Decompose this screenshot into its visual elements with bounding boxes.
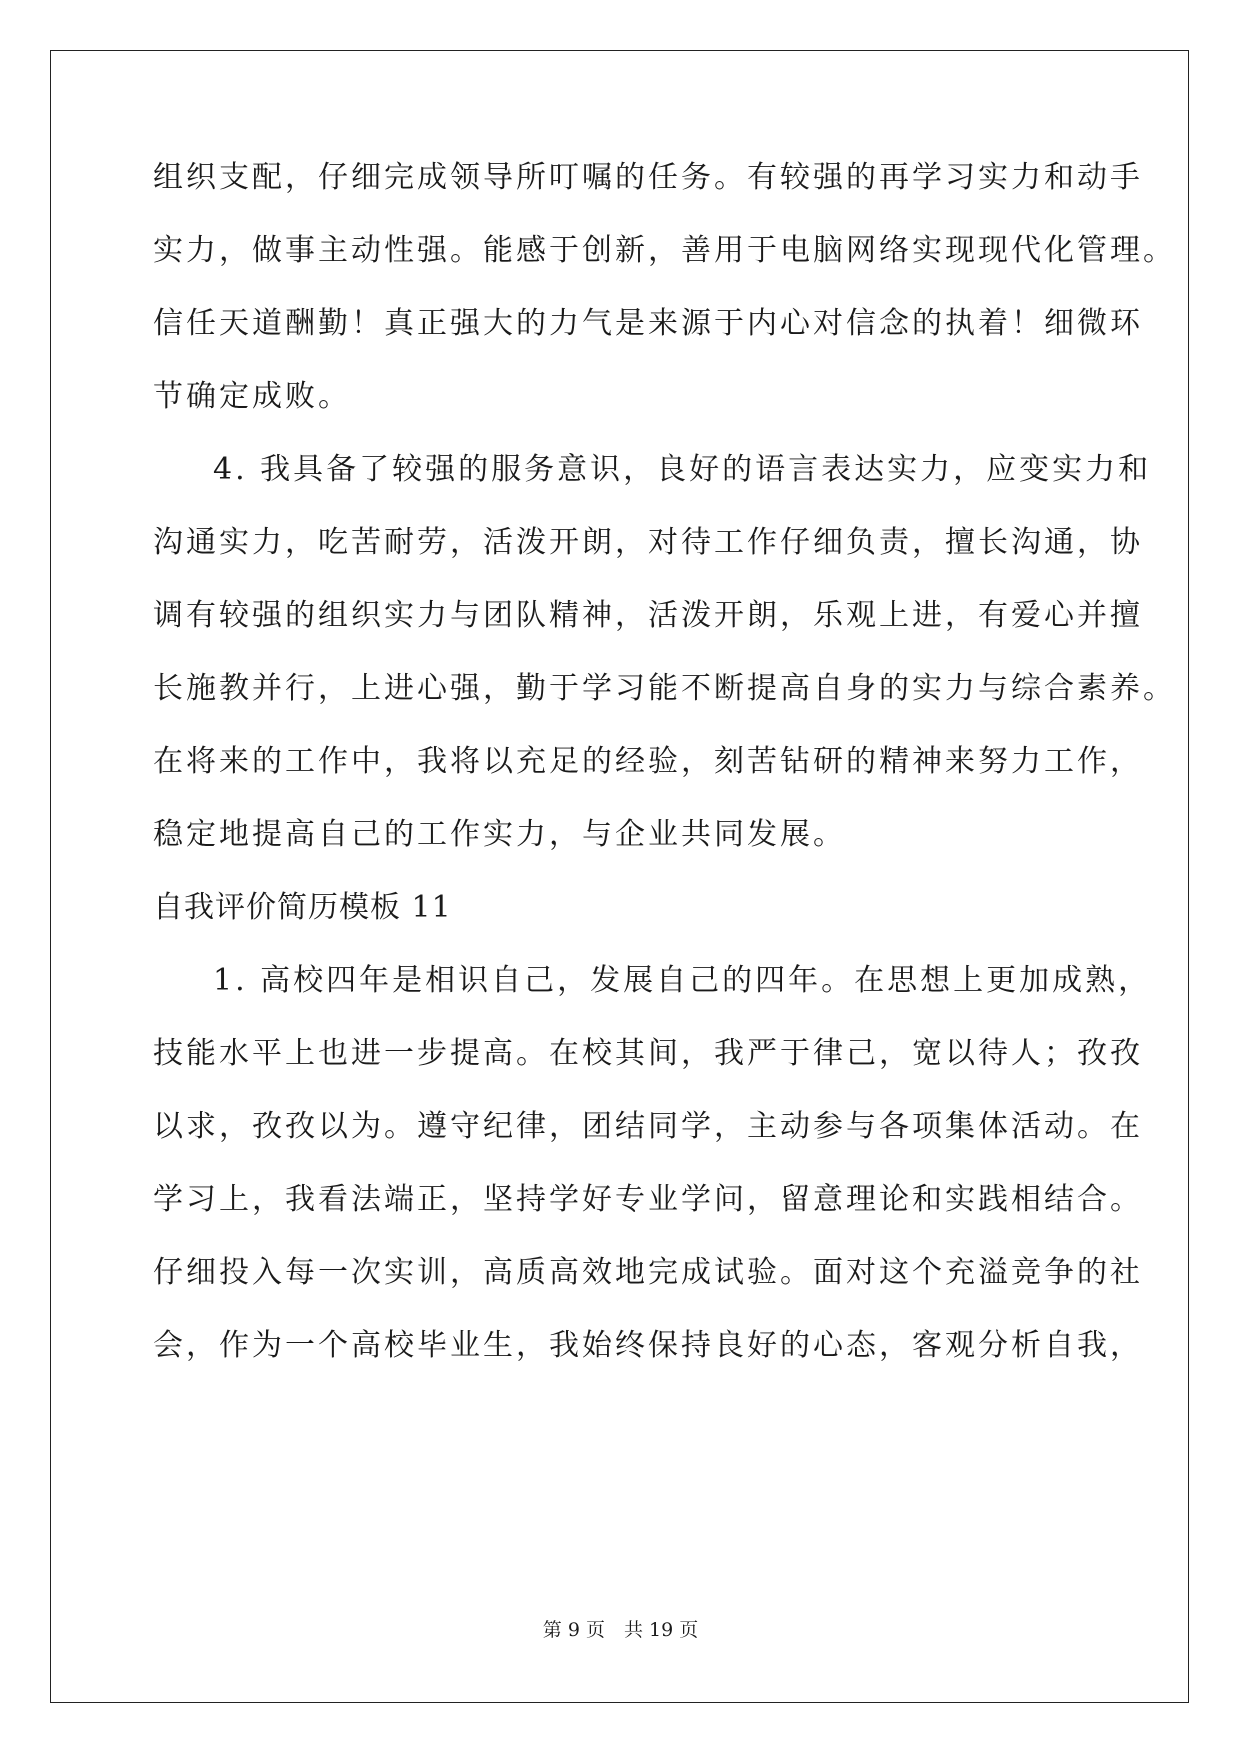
- page-border: [50, 50, 1189, 1703]
- paragraph-start-line: 1. 高校四年是相识自己，发展自己的四年。在思想上更加成熟，: [213, 963, 1152, 998]
- body-line: 信任天道酬勤！真正强大的力气是来源于内心对信念的执着！细微环: [153, 306, 1143, 341]
- body-line: 稳定地提高自己的工作实力，与企业共同发展。: [153, 817, 846, 852]
- body-line: 会，作为一个高校毕业生，我始终保持良好的心态，客观分析自我，: [153, 1328, 1143, 1363]
- body-line: 学习上，我看法端正，坚持学好专业学问，留意理论和实践相结合。: [153, 1182, 1143, 1217]
- paragraph-start-line: 4. 我具备了较强的服务意识，良好的语言表达实力，应变实力和: [213, 452, 1152, 487]
- body-line: 仔细投入每一次实训，高质高效地完成试验。面对这个充溢竞争的社: [153, 1255, 1143, 1290]
- body-line: 组织支配，仔细完成领导所叮嘱的任务。有较强的再学习实力和动手: [153, 160, 1143, 195]
- body-line: 以求，孜孜以为。遵守纪律，团结同学，主动参与各项集体活动。在: [153, 1109, 1143, 1144]
- body-line: 调有较强的组织实力与团队精神，活泼开朗，乐观上进，有爱心并擅: [153, 598, 1143, 633]
- body-line: 长施教并行，上进心强，勤于学习能不断提高自身的实力与综合素养。: [153, 671, 1176, 706]
- body-line: 技能水平上也进一步提高。在校其间，我严于律己，宽以待人；孜孜: [153, 1036, 1143, 1071]
- page-number-footer: 第 9 页 共 19 页: [542, 1619, 699, 1641]
- body-line: 节确定成败。: [153, 379, 351, 414]
- body-line: 在将来的工作中，我将以充足的经验，刻苦钻研的精神来努力工作，: [153, 744, 1143, 779]
- body-line: 沟通实力，吃苦耐劳，活泼开朗，对待工作仔细负责，擅长沟通，协: [153, 525, 1143, 560]
- body-line: 实力，做事主动性强。能感于创新，善用于电脑网络实现现代化管理。: [153, 233, 1176, 268]
- section-heading: 自我评价简历模板 11: [153, 890, 452, 925]
